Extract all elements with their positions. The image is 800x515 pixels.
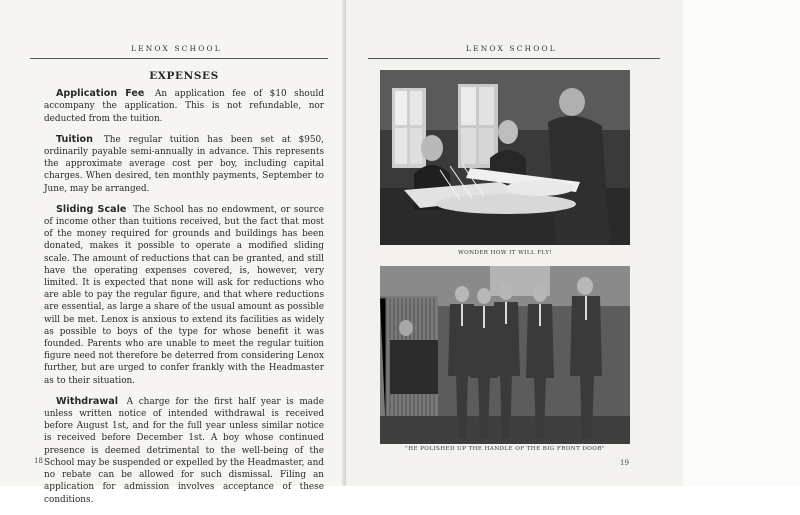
section-application-fee xyxy=(44,88,324,125)
caption-boys-singing: "HE POLISHED UP THE HANDLE OF THE BIG FRONT DOOR" xyxy=(405,446,605,452)
photo-model-airplanes xyxy=(380,70,630,245)
section-tuition xyxy=(44,134,324,195)
page-number-left: 18 xyxy=(34,457,43,465)
scan-margin xyxy=(683,0,800,486)
section-text: The School has no endowment, or source of income other than tuitions received, but the fact that most of the money required for grounds and buildings has been donated, makes it possible to operate a modified sliding scale. The amount of reductions that can be granted, and still have the operating expenses covered, is, however, very limited. It is expected that none will ask for reductions who are able to pay the regular figure, and that where reductions are essential, as large a share of the usual amount as possible will be met. Lenox is anxious to extend its facilities as widely as possible to boys of the type for whose benefit it was founded. Parents who are unable to meet the regular tuition figure need not therefore be deterred from considering Lenox further, but are urged to confer frankly with the Headmaster as to their situation. xyxy=(44,204,324,386)
section-heading: Sliding Scale xyxy=(56,203,127,215)
photo-boys-singing xyxy=(380,266,630,444)
left-page xyxy=(0,0,346,505)
header-rule-left xyxy=(30,58,328,59)
running-head-right: LENOX SCHOOL xyxy=(466,44,557,53)
header-rule-right xyxy=(368,58,660,59)
photo-boys-singing-image xyxy=(380,266,630,444)
section-text: An application fee of $10 should accompany the application. This is not refundable, nor deducted from the tuition. xyxy=(44,89,324,124)
expenses-body xyxy=(44,70,324,515)
section-text: A charge for the first half year is made unless written notice of intended withdrawal is received before August 1st, and for the full year unless similar notice is received before December 1st. A boy whose continued presence is deemed detrimental to the well-being of the School may be suspended or expelled by the Headmaster, and no rebate can be allowed for such dismissal. Filing an application for admission involves acceptance of these conditions. xyxy=(44,396,324,505)
section-heading: Application Fee xyxy=(56,88,145,100)
section-heading: Withdrawal xyxy=(56,395,118,407)
section-text: The regular tuition has been set at $950, ordinarily payable semi-annually in advance. This represents the approximate average cost per boy, including capital charges. When desired, ten monthly payments, September to June, may be arranged. xyxy=(44,134,324,194)
photo-model-airplanes-image xyxy=(380,70,630,245)
running-head-left: LENOX SCHOOL xyxy=(131,44,222,53)
page-number-right: 19 xyxy=(620,459,629,467)
page-title: EXPENSES xyxy=(149,70,219,82)
section-withdrawal xyxy=(44,396,324,506)
caption-model-airplanes: WONDER HOW IT WILL FLY! xyxy=(457,250,553,256)
section-heading: Tuition xyxy=(56,133,93,145)
section-sliding-scale xyxy=(44,204,324,387)
